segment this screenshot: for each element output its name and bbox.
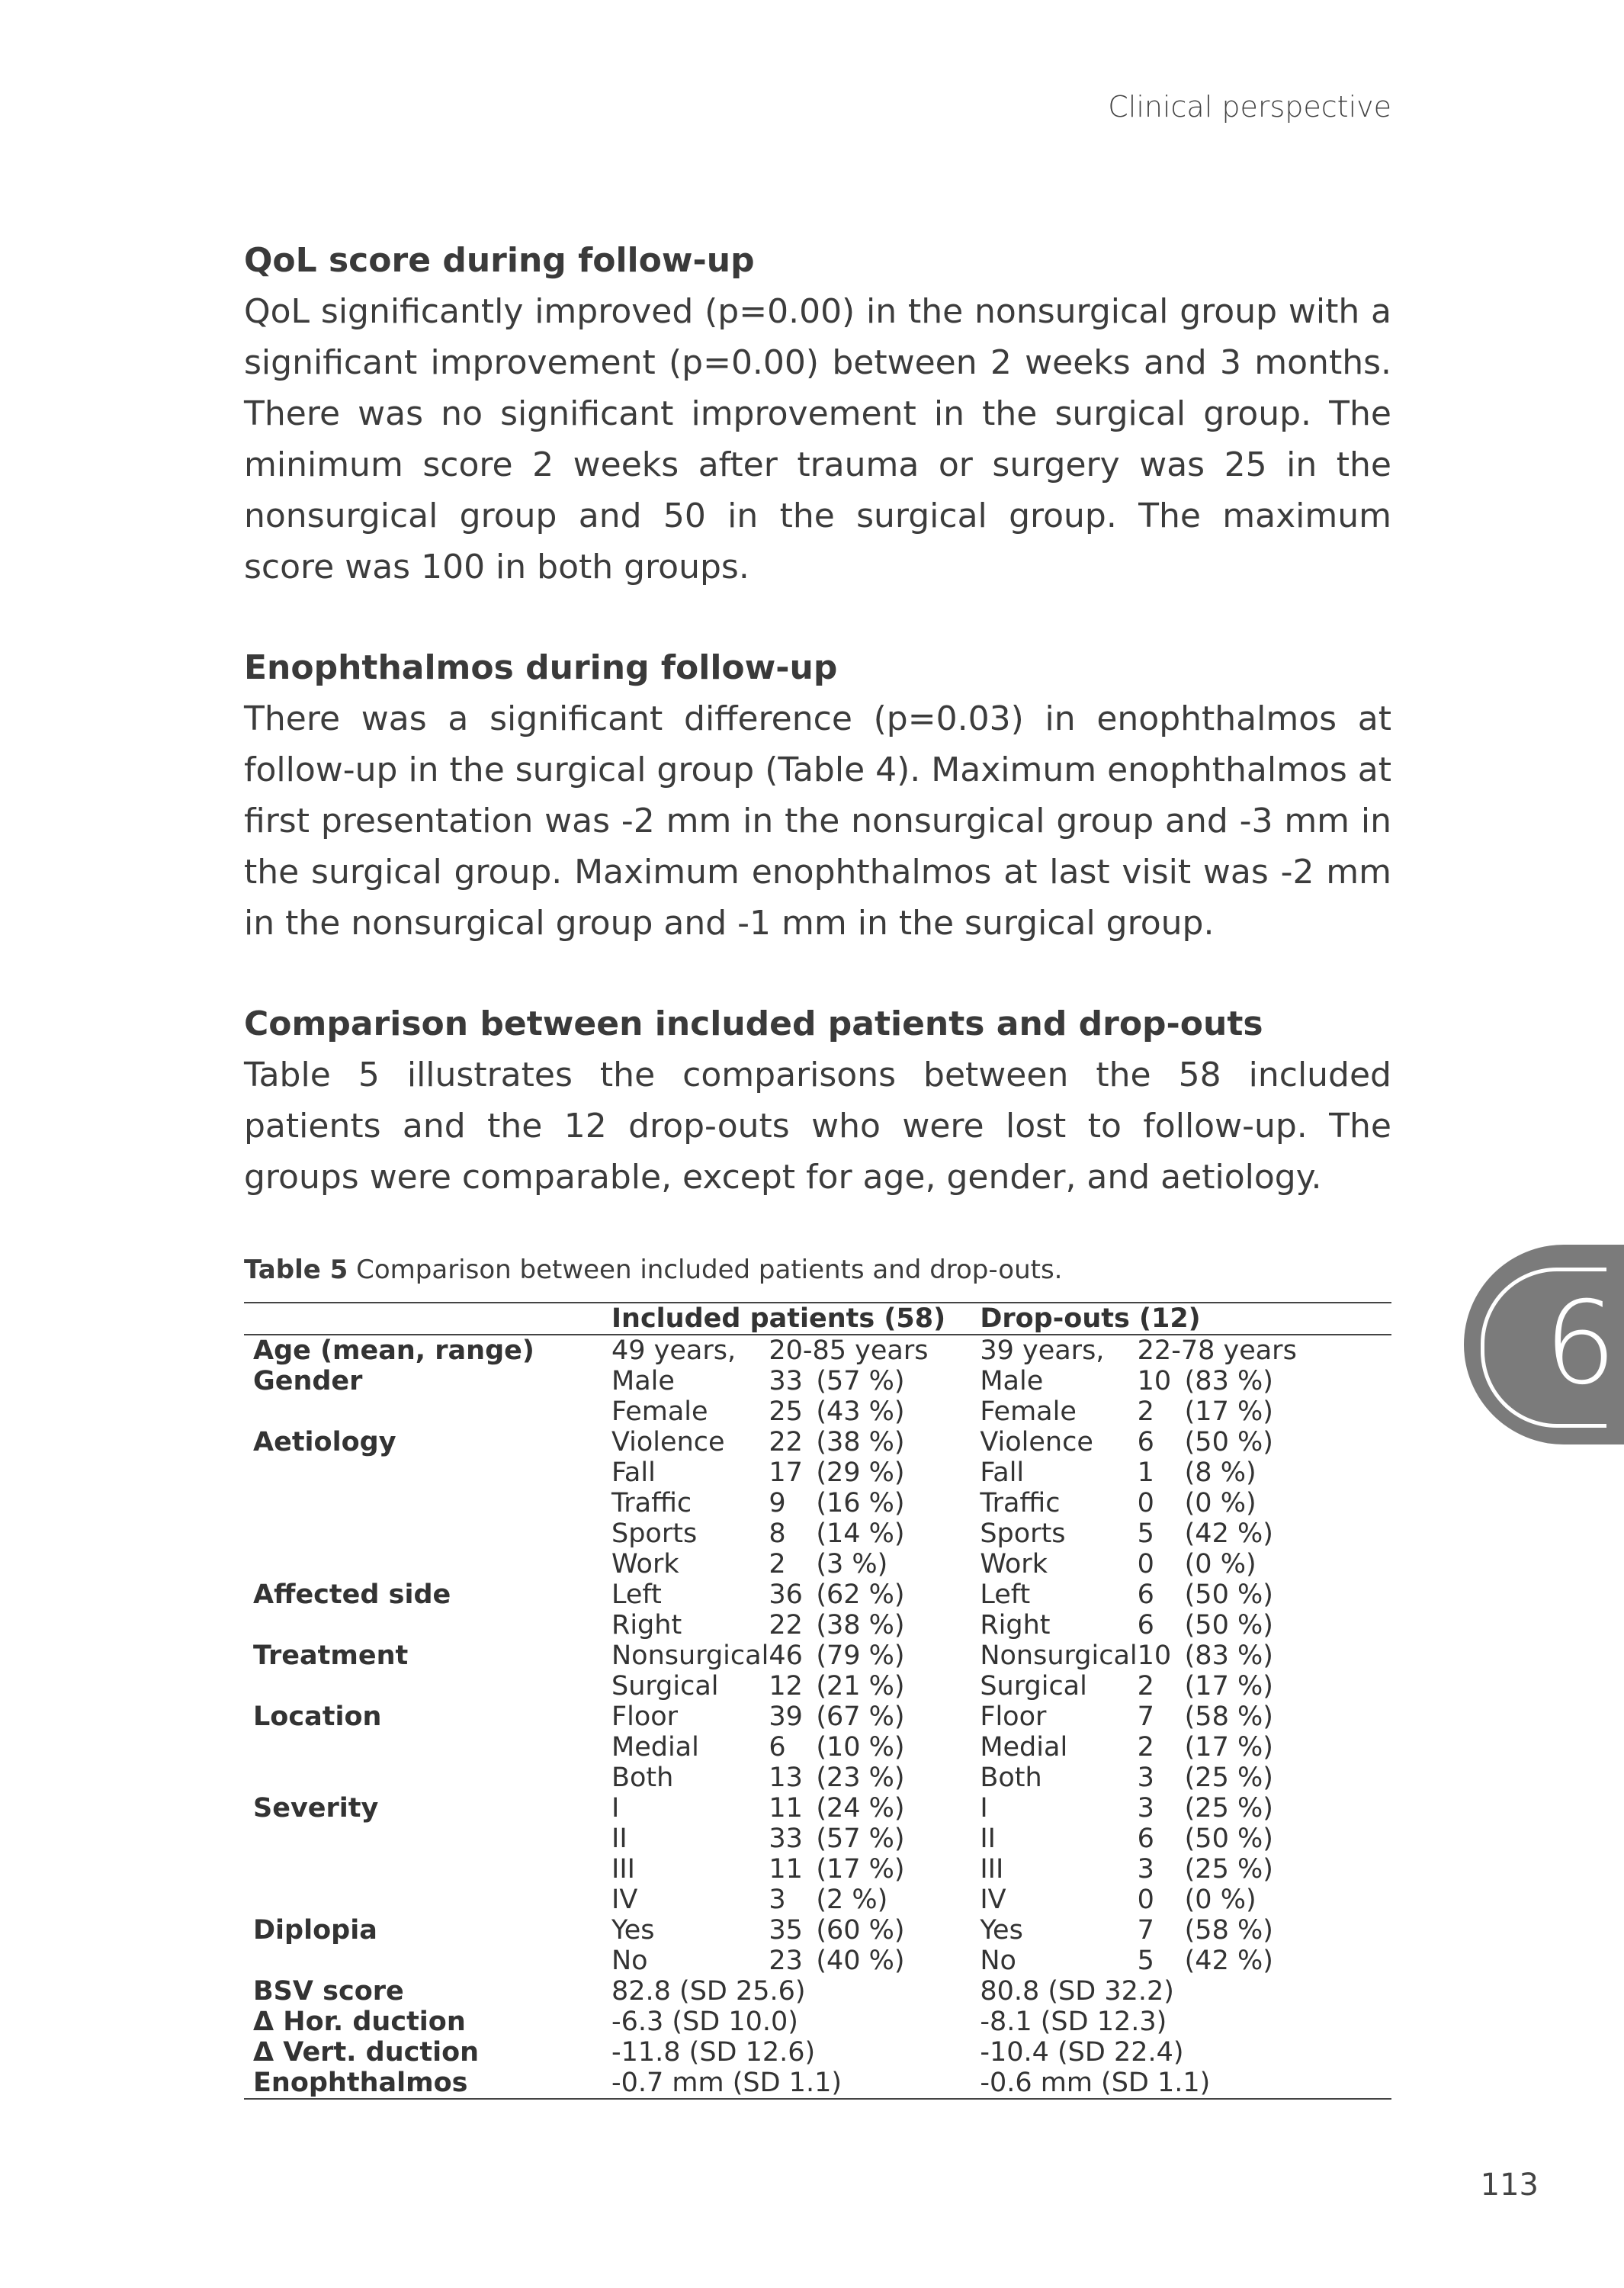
cell-included-percent: (62 %) [816,1579,905,1610]
cell-dropout-category: Right [980,1610,1051,1640]
row-label: BSV score [253,1976,404,2007]
row-label [244,1610,611,1640]
cell-included-count: 23 [769,1946,803,1976]
cell-included-percent: (24 %) [816,1793,905,1824]
cell-dropout-percent: (50 %) [1184,1579,1273,1610]
row-label: Aetiology [253,1427,396,1457]
row-label [244,1824,611,1854]
cell-included-percent: (16 %) [816,1488,905,1518]
table-row-age [244,1335,1391,1366]
cell-included-category: Traffic [611,1488,692,1518]
cell-included-count: 22 [769,1610,803,1640]
cell-dropout-value: -8.1 (SD 12.3) [980,2007,1167,2037]
cell-dropout-mean: 39 years, [980,1335,1105,1366]
cell-dropout-count: 0 [1137,1488,1154,1518]
table-row-summary [244,2068,1391,2099]
cell-included-percent: (14 %) [816,1518,905,1549]
cell-dropout-percent: (83 %) [1184,1640,1273,1671]
cell-included-percent: (40 %) [816,1946,905,1976]
table-row [244,1366,1391,1396]
cell-included-category: Violence [611,1427,725,1457]
cell-dropout-category: Nonsurgical [980,1640,1138,1671]
cell-dropout-category: II [980,1824,996,1854]
cell-included-percent: (23 %) [816,1763,905,1793]
table-row [244,1763,1391,1793]
table-caption-text: Comparison between included patients and drop-outs. [348,1255,1063,1285]
cell-dropout-percent: (58 %) [1184,1702,1273,1732]
section-title: Enophthalmos during follow-up [244,648,838,687]
cell-included-percent: (38 %) [816,1427,905,1457]
cell-included-percent: (3 %) [816,1549,888,1579]
cell-included-count: 46 [769,1640,803,1671]
table-row [244,1518,1391,1549]
cell-included-count: 13 [769,1763,803,1793]
section-title: Comparison between included patients and drop-outs [244,1004,1263,1043]
cell-included-count: 2 [769,1549,786,1579]
table-row [244,1396,1391,1427]
cell-included-percent: (43 %) [816,1396,905,1427]
cell-included-count: 11 [769,1854,803,1885]
table-row [244,1671,1391,1702]
cell-dropout-count: 5 [1137,1518,1154,1549]
row-label: Age (mean, range) [253,1335,534,1366]
cell-included-count: 33 [769,1366,803,1396]
cell-dropout-value: 80.8 (SD 32.2) [980,1976,1174,2007]
col-header-dropouts: Drop-outs (12) [980,1303,1391,1335]
cell-dropout-percent: (42 %) [1184,1518,1273,1549]
running-header: Clinical perspective [1108,90,1391,124]
section-qol [244,235,1391,593]
cell-included-count: 35 [769,1915,803,1946]
cell-included-category: Both [611,1763,674,1793]
cell-included-percent: (57 %) [816,1366,905,1396]
cell-included-count: 6 [769,1732,786,1763]
cell-included-count: 17 [769,1457,803,1488]
cell-dropout-percent: (58 %) [1184,1915,1273,1946]
cell-dropout-percent: (17 %) [1184,1732,1273,1763]
table-row [244,1640,1391,1671]
cell-dropout-count: 3 [1137,1763,1154,1793]
table-row-summary [244,2037,1391,2068]
row-label: Affected side [253,1579,451,1610]
cell-included-category: Yes [611,1915,655,1946]
cell-included-percent: (57 %) [816,1824,905,1854]
cell-dropout-count: 10 [1137,1366,1172,1396]
cell-dropout-percent: (50 %) [1184,1610,1273,1640]
cell-included-count: 22 [769,1427,803,1457]
cell-dropout-category: IV [980,1885,1006,1915]
row-label [244,1396,611,1427]
cell-included-count: 8 [769,1518,786,1549]
cell-included-percent: (10 %) [816,1732,905,1763]
table-row-summary [244,2007,1391,2037]
cell-dropout-count: 2 [1137,1732,1154,1763]
cell-dropout-percent: (42 %) [1184,1946,1273,1976]
cell-dropout-value: -10.4 (SD 22.4) [980,2037,1184,2068]
row-label [244,1488,611,1518]
cell-dropout-percent: (8 %) [1184,1457,1257,1488]
cell-dropout-count: 7 [1137,1702,1154,1732]
row-label: Gender [253,1366,363,1396]
row-label: Treatment [253,1640,409,1671]
cell-included-percent: (79 %) [816,1640,905,1671]
cell-included-percent: (38 %) [816,1610,905,1640]
row-label [244,1854,611,1885]
cell-included-value: -6.3 (SD 10.0) [611,2007,798,2037]
row-label: Diplopia [253,1915,377,1946]
cell-dropout-count: 10 [1137,1640,1172,1671]
cell-dropout-category: Sports [980,1518,1066,1549]
row-label: Severity [253,1793,379,1824]
cell-dropout-category: Female [980,1396,1077,1427]
cell-included-category: Nonsurgical [611,1640,769,1671]
cell-included-category: Male [611,1366,675,1396]
cell-included-category: III [611,1854,635,1885]
cell-dropout-category: III [980,1854,1004,1885]
cell-included-category: II [611,1824,627,1854]
table-row [244,1946,1391,1976]
cell-dropout-count: 2 [1137,1396,1154,1427]
cell-included-category: Work [611,1549,679,1579]
cell-dropout-category: Left [980,1579,1031,1610]
table-row [244,1488,1391,1518]
cell-included-count: 39 [769,1702,803,1732]
cell-dropout-category: Both [980,1763,1042,1793]
cell-included-category: Fall [611,1457,656,1488]
cell-dropout-percent: (50 %) [1184,1824,1273,1854]
cell-dropout-category: Fall [980,1457,1025,1488]
table-row [244,1854,1391,1885]
cell-dropout-range: 22-78 years [1137,1335,1297,1366]
table-row [244,1610,1391,1640]
row-label [244,1885,611,1915]
table-row [244,1824,1391,1854]
cell-included-category: Surgical [611,1671,719,1702]
cell-included-category: Right [611,1610,682,1640]
cell-included-count: 33 [769,1824,803,1854]
cell-dropout-category: Medial [980,1732,1068,1763]
section-body: Table 5 illustrates the comparisons between the 58 included patients and the 12 drop-outs who were lost to follow-up. The groups were comparable, except for age, gender, and aetiology. [244,1056,1391,1197]
cell-included-count: 9 [769,1488,786,1518]
cell-dropout-category: Violence [980,1427,1093,1457]
chapter-tab [1464,1245,1624,1444]
cell-dropout-value: -0.6 mm (SD 1.1) [980,2068,1211,2098]
cell-included-category: Medial [611,1732,699,1763]
cell-dropout-count: 0 [1137,1549,1154,1579]
chapter-number: 6 [1544,1277,1617,1410]
section-body: QoL significantly improved (p=0.00) in the nonsurgical group with a significant improvement (p=0.00) between 2 weeks and 3 months. There was no significant improvement in the surgical group. The minimum score 2 weeks after trauma or surgery was 25 in the nonsurgical group and 50 in the surgical group. The maximum score was 100 in both groups. [244,292,1391,586]
cell-dropout-category: Floor [980,1702,1047,1732]
cell-included-category: Sports [611,1518,698,1549]
cell-dropout-percent: (17 %) [1184,1396,1273,1427]
cell-dropout-percent: (0 %) [1184,1549,1257,1579]
table-row-summary [244,1976,1391,2007]
row-label: Δ Vert. duction [253,2037,480,2068]
cell-dropout-percent: (25 %) [1184,1793,1273,1824]
section-enophthalmos [244,642,1391,949]
cell-dropout-count: 6 [1137,1610,1154,1640]
cell-dropout-count: 6 [1137,1427,1154,1457]
cell-included-mean: 49 years, [611,1335,737,1366]
row-label [244,1549,611,1579]
cell-dropout-percent: (17 %) [1184,1671,1273,1702]
cell-included-count: 12 [769,1671,803,1702]
cell-included-category: Floor [611,1702,679,1732]
cell-dropout-category: Traffic [980,1488,1061,1518]
table-row [244,1702,1391,1732]
table-row [244,1885,1391,1915]
row-label: Δ Hor. duction [253,2007,466,2037]
cell-dropout-category: Surgical [980,1671,1087,1702]
cell-dropout-category: No [980,1946,1016,1976]
table-row [244,1732,1391,1763]
cell-included-category: No [611,1946,648,1976]
row-label: Enophthalmos [253,2068,468,2098]
table-5 [244,1302,1391,2100]
table-row [244,1457,1391,1488]
cell-included-value: 82.8 (SD 25.6) [611,1976,806,2007]
cell-included-count: 36 [769,1579,803,1610]
section-title: QoL score during follow-up [244,241,755,280]
cell-dropout-percent: (25 %) [1184,1854,1273,1885]
row-label [244,1732,611,1763]
cell-included-percent: (67 %) [816,1702,905,1732]
cell-dropout-percent: (0 %) [1184,1885,1257,1915]
cell-dropout-count: 3 [1137,1854,1154,1885]
cell-dropout-percent: (0 %) [1184,1488,1257,1518]
row-label [244,1763,611,1793]
cell-dropout-count: 0 [1137,1885,1154,1915]
cell-dropout-category: I [980,1793,988,1824]
cell-dropout-count: 7 [1137,1915,1154,1946]
table-caption-label: Table 5 [244,1255,348,1285]
table-row [244,1549,1391,1579]
row-label [244,1946,611,1976]
cell-included-count: 11 [769,1793,803,1824]
cell-included-range: 20-85 years [769,1335,929,1366]
cell-included-category: IV [611,1885,638,1915]
table-caption [244,1255,1391,1285]
cell-dropout-count: 3 [1137,1793,1154,1824]
table-row [244,1579,1391,1610]
cell-included-percent: (17 %) [816,1854,905,1885]
cell-included-category: Female [611,1396,708,1427]
cell-included-count: 25 [769,1396,803,1427]
col-header-included: Included patients (58) [611,1303,980,1335]
cell-dropout-count: 2 [1137,1671,1154,1702]
cell-included-percent: (2 %) [816,1885,888,1915]
cell-dropout-count: 5 [1137,1946,1154,1976]
cell-included-value: -11.8 (SD 12.6) [611,2037,816,2068]
table-row [244,1915,1391,1946]
row-label [244,1457,611,1488]
cell-dropout-count: 6 [1137,1579,1154,1610]
cell-dropout-category: Yes [980,1915,1023,1946]
cell-dropout-category: Male [980,1366,1044,1396]
table-row [244,1793,1391,1824]
cell-included-percent: (29 %) [816,1457,905,1488]
cell-dropout-percent: (50 %) [1184,1427,1273,1457]
page-content [244,235,1391,2100]
cell-included-category: I [611,1793,620,1824]
cell-dropout-count: 1 [1137,1457,1154,1488]
row-label [244,1518,611,1549]
cell-dropout-percent: (83 %) [1184,1366,1273,1396]
row-label: Location [253,1702,382,1732]
cell-dropout-percent: (25 %) [1184,1763,1273,1793]
cell-dropout-category: Work [980,1549,1048,1579]
cell-included-value: -0.7 mm (SD 1.1) [611,2068,842,2098]
page-number: 113 [1480,2167,1539,2203]
cell-included-category: Left [611,1579,662,1610]
section-body: There was a significant difference (p=0.03) in enophthalmos at follow-up in the surgical group (Table 4). Maximum enophthalmos at first presentation was -2 mm in the nonsurgical group and -3 mm in the surgical group. Maximum enophthalmos at last visit was -2 mm in the nonsurgical group and -1 mm in the surgical group. [244,699,1391,943]
cell-included-percent: (21 %) [816,1671,905,1702]
cell-included-percent: (60 %) [816,1915,905,1946]
cell-dropout-count: 6 [1137,1824,1154,1854]
table-header-row [244,1303,1391,1335]
cell-included-count: 3 [769,1885,786,1915]
table-row [244,1427,1391,1457]
row-label [244,1671,611,1702]
section-comparison [244,998,1391,1203]
